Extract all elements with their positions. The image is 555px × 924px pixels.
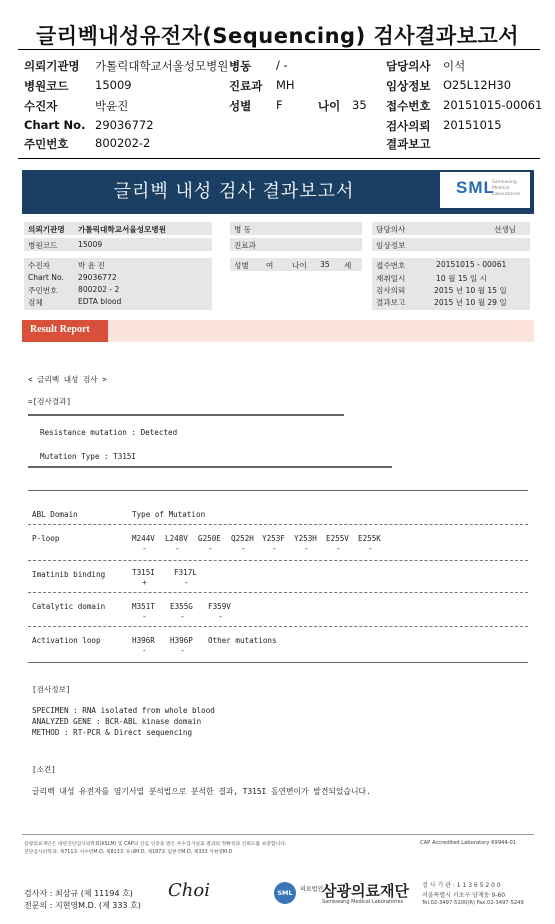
domain-name: Catalytic domain [32,602,106,611]
mutation-result: - [180,646,185,655]
mutation-code: Other mutations [208,636,277,645]
mutation-code: E255K [358,534,381,543]
mutation-result: - [142,646,147,655]
signature: Choi [168,880,210,901]
doc-doctor-label: 담당의사 [376,225,406,234]
doc-receipt-label: 접수번호 [376,261,406,270]
doc-doctor-value: 선생님 [494,225,517,234]
mutation-code: F317L [174,568,197,577]
request-value: 20151015 [443,118,502,132]
doc-retest-value: 10 월 15 일 시 [436,274,487,283]
age-value: 35 [352,98,367,112]
doc-age-unit: 세 [344,261,352,270]
sml-logo [440,172,530,208]
mutation-result: - [304,544,309,553]
doc-age-value: 35 [320,260,330,269]
foundation-logo-icon: SML [274,882,296,904]
foundation-en: Samkwang Medical Laboratories [322,899,404,905]
doc-specimen-label: 검체 [28,298,43,307]
header-divider [18,158,540,159]
mutation-type-line: Mutation Type : T315I [40,452,137,461]
foundation-name: 삼광의료재단 [322,882,409,900]
mutation-code: Y253F [262,534,285,543]
examiner2: 전문의 : 지현영M.D. (제 333 호) [24,901,141,910]
mutation-result: - [336,544,341,553]
examiner1: 검사자 : 최삼규 (제 11194 호) [24,889,133,898]
ward-value: / - [276,58,288,72]
receipt-label: 접수번호 [386,99,431,113]
doc-chart-label: Chart No. [28,273,64,282]
test-name: < 글리벡 내성 검사 > [28,375,107,384]
mutation-result: - [272,544,277,553]
clinical-value: O25L12H30 [443,78,512,92]
sex-value: F [276,98,283,112]
result-report-label: 결과보고 [386,137,431,151]
doctor-value: 이석 [443,59,466,73]
doc-clinical-label: 임상정보 [376,241,406,250]
doc-patient-label: 수진자 [28,261,51,270]
mutation-code: F359V [208,602,231,611]
domain-name: P-loop [32,534,60,543]
mutation-result: - [368,544,373,553]
mutation-result: - [175,544,180,553]
domain-name: Activation loop [32,636,101,645]
mutation-code: H396R [132,636,155,645]
doc-age-label: 나이 [292,261,307,270]
clinical-label: 임상정보 [386,79,431,93]
sml-logo-text: SML [456,178,495,197]
footer-line1: 삼광의료재단은 대한진단검사의학회(KSLM) 및 CAP의 신입 인증을 받은 우수검사실로 결과의 정확성과 신뢰도를 보증합니다. [24,842,287,847]
footer-line2: 진단검사의학과: 제711호 서수빈M.D, 제813호 유내M.D, 제187호 임현국M.D, 제333 지현영M.D [24,850,233,855]
hosp-code-value: 15009 [95,78,132,92]
doc-sex-label: 성별 [234,261,249,270]
sex-label: 성별 [229,99,252,113]
doc-report-value: 2015 년 10 월 29 일 [434,298,507,307]
mutation-code: H396P [170,636,193,645]
result-heading: =[검사결과] [28,397,72,406]
doc-rrn-label: 주민번호 [28,286,58,295]
mutation-code: T315I [132,568,155,577]
mutation-result: + [142,578,147,587]
method-line: METHOD : RT-PCR & Direct sequencing [32,728,193,737]
doc-patient-value: 박 윤 진 [78,261,105,270]
mutation-result: - [142,612,147,621]
patient-value: 박윤진 [95,99,129,113]
rrn-value: 800202-2 [95,136,151,150]
rrn-label: 주민번호 [24,137,69,151]
report-title: 글리벡내성유전자(Sequencing) 검사결과보고서 [36,24,519,48]
doc-rrn-value: 800202 - 2 [78,285,120,294]
resistance-line: Resistance mutation : Detected [40,428,178,437]
hospital-value: 가톨릭대학교서울성모병원 [95,59,229,73]
mutation-code: M351T [132,602,155,611]
mutation-result: - [142,544,147,553]
mutation-code: E255V [326,534,349,543]
contact2: 서울특별시 서초구 양재동 9-60 [422,892,506,899]
contact1: 검 사 기 관 : 1 1 3 6 5 2 0 0 [422,882,501,889]
doc-hosp-code-label: 병원코드 [28,241,58,250]
gene-line: ANALYZED GENE : BCR-ABL kinase domain [32,717,202,726]
doc-hospital-value: 가톨릭대학교서울성모병원 [78,225,167,234]
ward-label: 병동 [229,59,252,73]
doc-dept-label: 진료과 [234,241,257,250]
doc-specimen-value: EDTA blood [78,297,122,306]
mutation-result: - [218,612,223,621]
doc-hospital-label: 의뢰기관명 [28,225,65,234]
doc-report-label: 결과보고 [376,298,406,307]
domain-name: Imatinib binding [32,570,106,579]
hosp-code-label: 병원코드 [24,79,69,93]
doc-receipt-value: 20151015 - 00061 [436,260,507,269]
doc-retest-label: 재취일시 [376,274,406,283]
mutation-code: E355G [170,602,193,611]
result-report-title: Result Report [30,324,90,335]
banner-title: 글리벡 내성 검사 결과보고서 [113,181,355,202]
hospital-label: 의뢰기관명 [24,59,80,73]
mutation-result: - [180,612,185,621]
foundation-tag: 의료법인 [300,886,324,893]
mutation-result: - [184,578,189,587]
title-divider [18,49,540,50]
contact3: Tel.02-3497-5100(R) Fax.02-3497-5249 [422,900,524,906]
chart-label: Chart No. [24,118,86,132]
doc-request-value: 2015 년 10 월 15 일 [434,286,507,295]
mutation-result: - [241,544,246,553]
patient-label: 수진자 [24,99,58,113]
doc-request-label: 검사의뢰 [376,286,406,295]
mutation-code: L248V [165,534,188,543]
mutation-code: M244V [132,534,155,543]
cap-accredited: CAP Accredited Laboratory 69944-01 [420,840,517,846]
doc-ward-label: 병 동 [234,225,252,234]
doc-hosp-code-value: 15009 [78,240,103,249]
dept-value: MH [276,78,295,92]
age-label: 나이 [318,99,341,113]
doctor-label: 담당의사 [386,59,431,73]
receipt-value: 20151015-00061 [443,98,543,112]
dept-label: 진료과 [229,79,263,93]
request-label: 검사의뢰 [386,119,431,133]
info-heading: [검사정보] [32,685,71,694]
mutation-code: G250E [198,534,221,543]
col-type: Type of Mutation [132,510,206,519]
doc-chart-value: 29036772 [78,273,117,282]
col-domain: ABL Domain [32,510,78,519]
specimen-line: SPECIMEN : RNA isolated from whole blood [32,706,215,715]
sml-logo-sub: Samkwang Medical Laboratories [492,180,521,197]
mutation-code: Q252H [231,534,254,543]
chart-value: 29036772 [95,118,154,132]
opinion-heading: [소견] [32,765,56,774]
scanned-document [22,168,534,920]
doc-sex-value: 여 [266,261,274,270]
opinion-text: 글리벡 내성 유전자를 염기서열 분석법으로 분석한 결과, T315I 돌연변이가 발견되었습니다. [32,787,371,796]
mutation-code: Y253H [294,534,317,543]
mutation-result: - [208,544,213,553]
